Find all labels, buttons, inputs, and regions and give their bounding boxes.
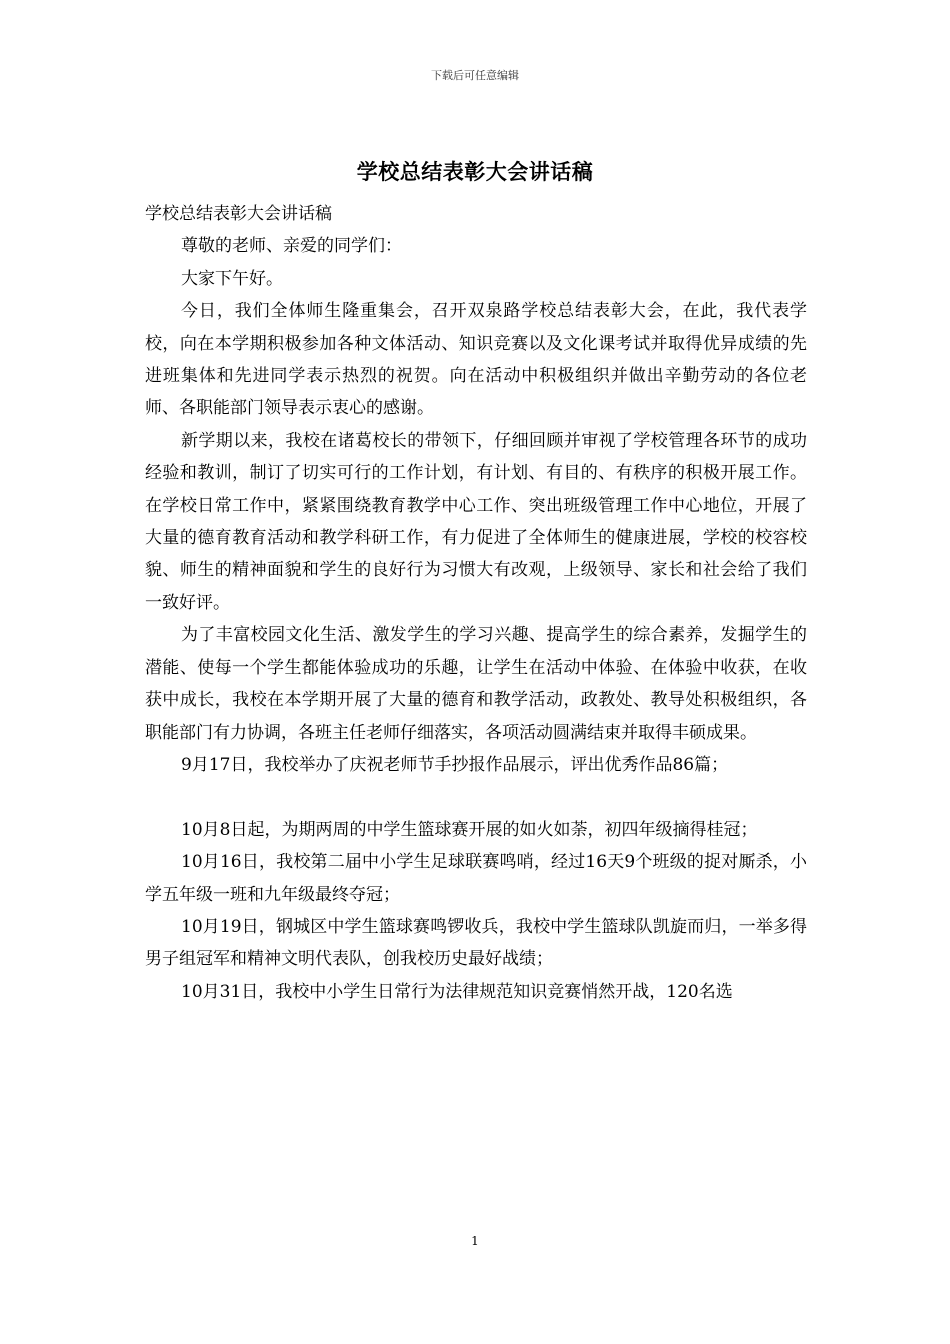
paragraph-event-oct16: 10月16日，我校第二届中小学生足球联赛鸣哨，经过16天9个班级的捉对厮杀，小学五年级一班和九年级最终夺冠； [145,852,807,905]
paragraph-event-oct8: 10月8日起，为期两周的中学生篮球赛开展的如火如荼，初四年级摘得桂冠； [181,819,758,840]
document-body [145,198,807,1008]
paragraph-greeting: 尊敬的老师、亲爱的同学们： [181,236,402,257]
paragraph-semester-review: 新学期以来，我校在诸葛校长的带领下，仔细回顾并审视了学校管理各环节的成功经验和教训，制订了切实可行的工作计划，有计划、有目的、有秩序的积极开展工作。在学校日常工作中，紧紧围绕教育教学中心工作、突出班级管理工作中心地位，开展了大量的德育教育活动和教学科研工作，有力促进了全体师生的健康进展，学校的校容校貌、师生的精神面貌和学生的良好行为习惯大有改观，上级领导、家长和社会给了我们一致好评。 [145,430,807,613]
paragraph-event-sep17: 9月17日，我校举办了庆祝老师节手抄报作品展示，评出优秀作品86篇； [181,754,729,775]
paragraph-good-afternoon: 大家下午好。 [181,268,283,289]
paragraph-activities: 为了丰富校园文化生活、激发学生的学习兴趣、提高学生的综合素养，发掘学生的潜能、使每一个学生都能体验成功的乐趣，让学生在活动中体验、在体验中收获，在收获中成长，我校在本学期开展了大量的德育和教学活动，政教处、教导处积极组织，各职能部门有力协调，各班主任老师仔细落实，各项活动圆满结束并取得丰硕成果。 [145,625,807,743]
paragraph-event-oct19: 10月19日，钢城区中学生篮球赛鸣锣收兵，我校中学生篮球队凯旋而归，一举多得男子组冠军和精神文明代表队，创我校历史最好战绩； [145,916,807,970]
paragraph-opening: 今日，我们全体师生隆重集会，召开双泉路学校总结表彰大会，在此，我代表学校，向在本学期积极参加各种文体活动、知识竞赛以及文化课考试并取得优异成绩的先进班集体和先进同学表示热烈的祝贺。向在活动中积极组织并做出辛勤劳动的各位老师、各职能部门领导表示衷心的感谢。 [145,301,807,419]
document-title: 学校总结表彰大会讲话稿 [356,159,594,184]
document-subtitle: 学校总结表彰大会讲话稿 [145,204,332,224]
paragraph-event-oct31: 10月31日，我校中小学生日常行为法律规范知识竞赛悄然开战，120名选 [181,981,733,1002]
page-number: 1 [471,1234,479,1248]
page-header: 下载后可任意编辑 [431,69,519,82]
